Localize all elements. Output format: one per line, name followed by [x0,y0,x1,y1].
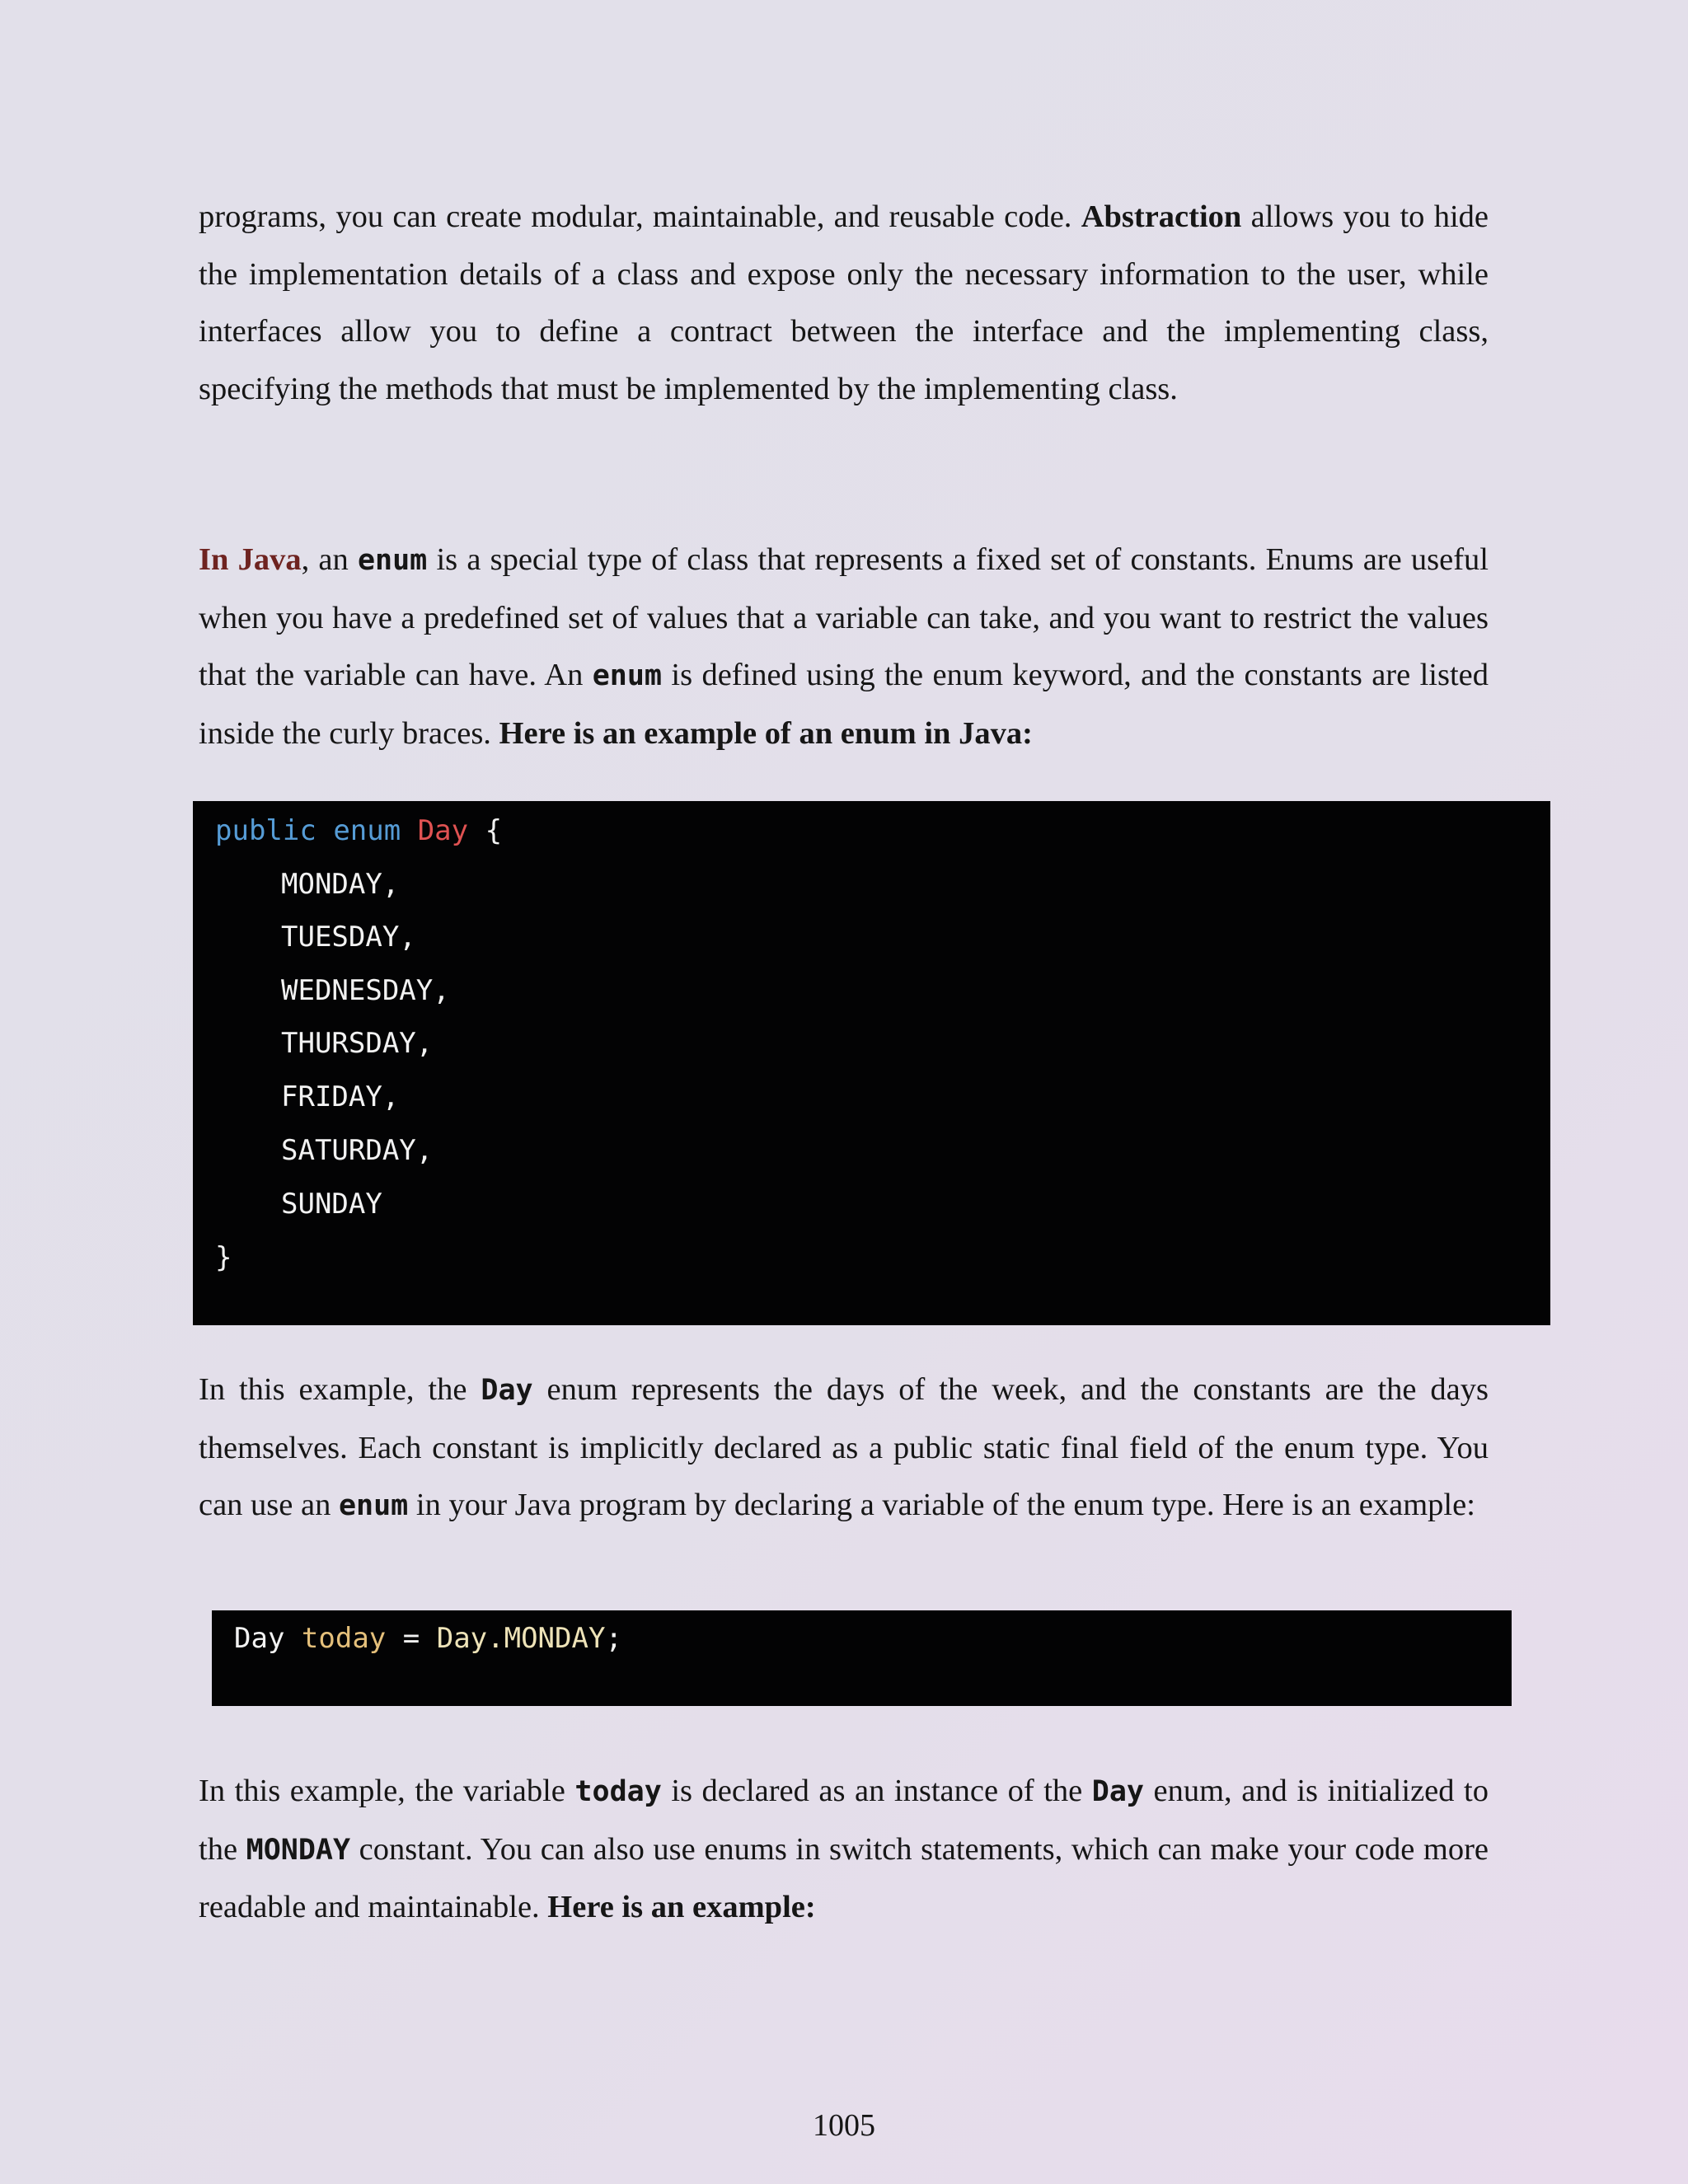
inline-code-monday: MONDAY [246,1833,351,1867]
usage-code-block [212,1610,1512,1706]
inline-code-enum: enum [357,544,428,577]
code-line-declaration [215,814,502,847]
variable-today: today [301,1622,387,1655]
day-class-ref: Day. [436,1622,504,1655]
type-day: Day [417,814,469,847]
enum-example-heading: Here is an example of an enum in Java: [499,715,1033,751]
inline-code-day: Day [481,1374,533,1407]
switch-text-1: In this example, the variable [199,1774,575,1808]
explain-text-2: enum represents the days of the week, and the constants are the days themselves. Each constant is implicitly declared as a public static final field of the enum type. You can use an [199,1372,1489,1522]
type-day-usage: Day [234,1622,285,1655]
keyword-enum: enum [333,814,401,847]
inline-code-enum-2: enum [592,659,662,692]
in-java-lead: In Java [199,542,302,577]
enum-text-2: is a special type of class that represents a fixed set of constants. Enums are useful when you have a predefined set of values that a variable can take, and you want to restrict the values that the variable can have. An [199,542,1489,692]
enum-constant: FRIDAY, [281,1080,400,1113]
switch-text-4: constant. You can also use enums in switch statements, which can make your code more readable and maintainable. [199,1831,1489,1924]
switch-example-heading: Here is an example: [547,1890,816,1924]
switch-text-3: enum, and is initialized to the [199,1774,1489,1867]
explain-paragraph [199,1361,1489,1535]
enum-text-1: , an [301,542,358,577]
explain-text-3: in your Java program by declaring a variable of the enum type. Here is an example: [408,1488,1475,1522]
enum-constant: SATURDAY, [281,1134,434,1167]
page-number: 1005 [813,2108,875,2143]
enum-text-3: is defined using the enum keyword, and the constants are listed inside the curly braces. [199,658,1489,751]
keyword-public: public [215,814,316,847]
semicolon: ; [605,1622,622,1655]
enum-code-block [193,801,1550,1325]
enum-constant: WEDNESDAY, [281,974,450,1007]
enum-intro-paragraph [199,532,1489,762]
enum-constant: MONDAY, [281,868,400,901]
intro-text-2: allows you to hide the implementation details of a class and expose only the necessary information to the user, while interfaces allow you to define a contract between the interface and the implementing class, specifying the methods that must be implemented by the implementing class. [199,199,1489,406]
inline-code-day-2: Day [1091,1775,1144,1808]
enum-constant: SUNDAY [281,1188,382,1221]
intro-text-1: programs, you can create modular, maintainable, and reusable code. [199,199,1081,234]
close-brace: } [215,1241,232,1274]
code-line-usage [234,1622,622,1655]
abstraction-term: Abstraction [1081,199,1242,234]
explain-text-1: In this example, the [199,1372,481,1407]
switch-text-2: is declared as an instance of the [661,1774,1092,1808]
assign-operator: = [402,1622,420,1655]
enum-constant: THURSDAY, [281,1027,434,1060]
monday-const-ref: MONDAY [504,1622,606,1655]
switch-paragraph [199,1763,1489,1937]
enum-constant: TUESDAY, [281,921,416,954]
intro-paragraph [199,189,1489,418]
open-brace: { [485,814,503,847]
inline-code-enum-3: enum [338,1489,409,1522]
inline-code-today: today [574,1775,662,1808]
